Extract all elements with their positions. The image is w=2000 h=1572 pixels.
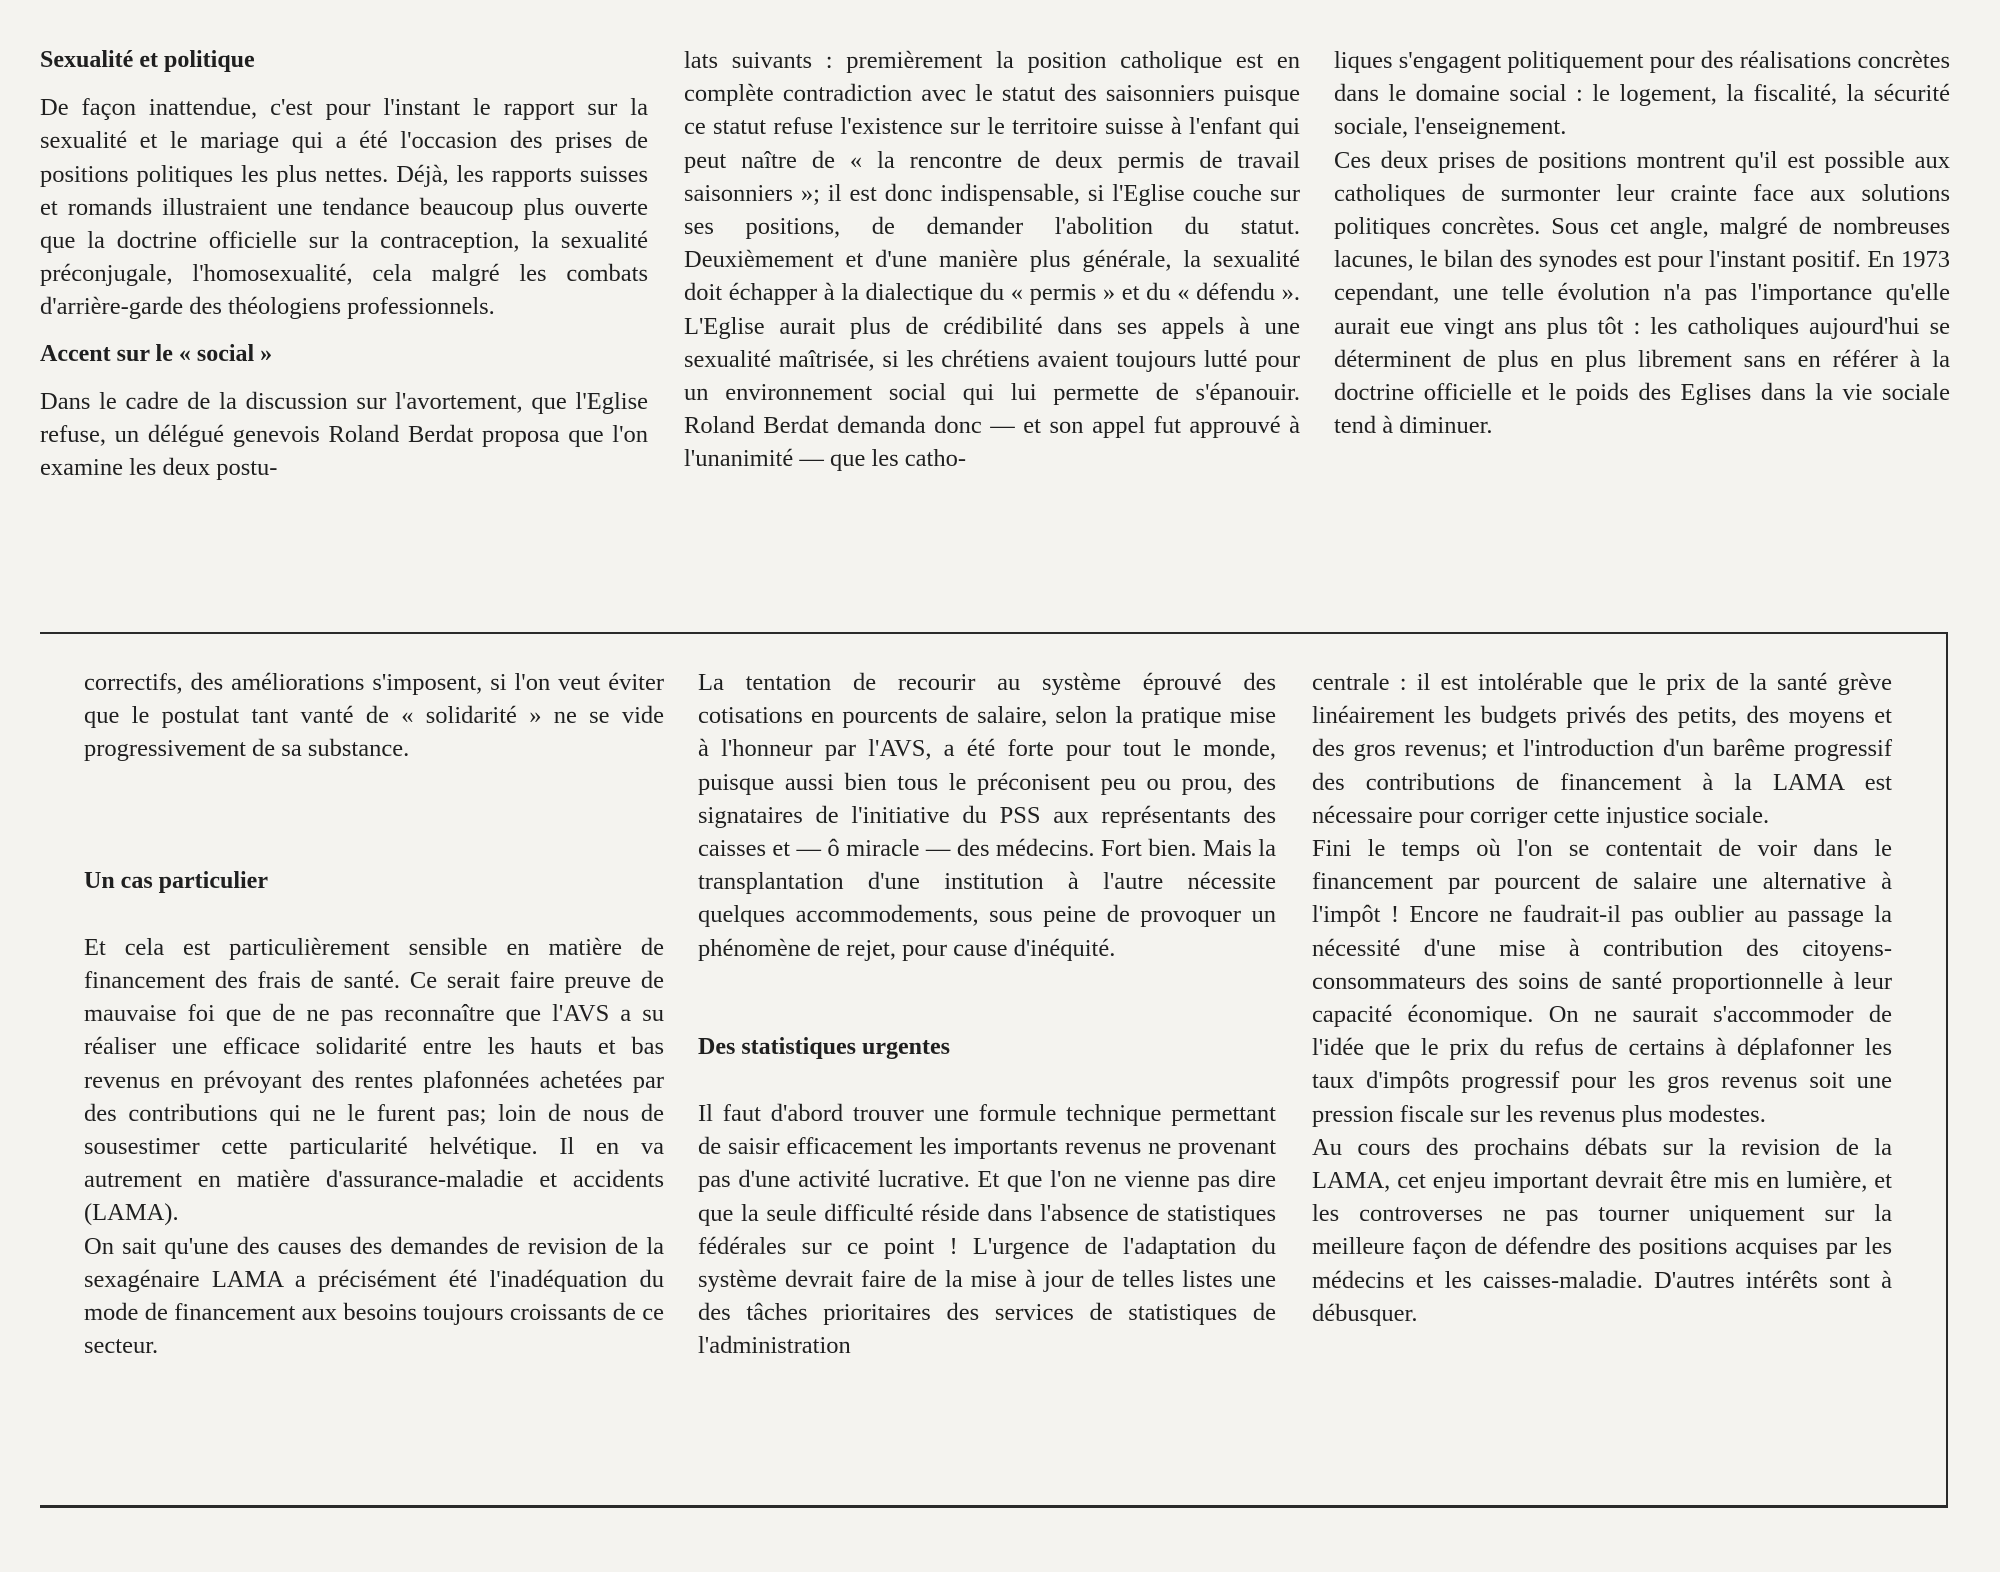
top-article-column-1 bbox=[40, 44, 648, 484]
paragraph: On sait qu'une des causes des demandes de revision de la sexagénaire LAMA a précisément été l'inadéquation du mode de financement aux besoins toujours croissants de ce secteur. bbox=[84, 1232, 664, 1360]
paragraph: Ces deux prises de positions montrent qu'il est possible aux catholiques de surmonter leur crainte face aux solutions politiques concrètes. Sous cet angle, malgré de nombreuses lacunes, le bilan des synodes est pour l'instant positif. En 1973 cependant, une telle évolution n'a pas l'importance qu'elle aurait eue vingt ans plus tôt : les catholiques aujourd'hui se déterminent de plus en plus librement sans en référer à la doctrine officielle et le poids des Eglises dans la vie sociale tend à diminuer. bbox=[1334, 146, 1950, 440]
paragraph: Fini le temps où l'on se contentait de voir dans le financement par pourcent de salaire une alternative à l'impôt ! Encore ne faudrait-il pas oublier au passage la nécessité d'une mise à contribution des citoyens-consommateurs des soins de santé proportionnelle à leur capacité économique. On ne saurait s'accommoder de l'idée que le prix du refus de certains à déplafonner les taux d'impôts progressif pour les gros revenus soit une pression fiscale sur les revenus plus modestes. bbox=[1312, 835, 1892, 1128]
top-article-column-3 bbox=[1334, 44, 1950, 442]
section-heading: Un cas particulier bbox=[84, 867, 268, 894]
bottom-article-column-3 bbox=[1312, 666, 1892, 1330]
paragraph: Et cela est particulièrement sensible en matière de financement des frais de santé. Ce serait faire preuve de mauvaise foi que de ne pas reconnaître que l'AVS a su réaliser une efficace solidarité entre les hauts et bas revenus en prévoyant des rentes plafonnées achetées par des contributions qui ne le furent pas; loin de nous de sousestimer cette particularité helvétique. Il en va autrement en matière d'assurance-maladie et accidents (LAMA). bbox=[84, 933, 664, 1227]
paragraph: centrale : il est intolérable que le prix de la santé grève linéairement les budgets privés des petits, des moyens et des gros revenus; et l'introduction d'un barême progressif des contributions de financement à la LAMA est nécessaire pour corriger cette injustice sociale. bbox=[1312, 669, 1892, 829]
paragraph: Au cours des prochains débats sur la revision de la LAMA, cet enjeu important devrait être mis en lumière, et les controverses ne pas tourner uniquement sur la meilleure façon de défendre des positions acquises par les médecins et les caisses-maladie. D'autres intérêts sont à débusquer. bbox=[1312, 1133, 1892, 1327]
bottom-article-column-1 bbox=[84, 666, 664, 1362]
paragraph: De façon inattendue, c'est pour l'instant le rapport sur la sexualité et le mariage qui a été l'occasion des prises de positions politiques les plus nettes. Déjà, les rapports suisses et romands illustraient une tendance beaucoup plus ouverte que la doctrine officielle sur la contraception, la sexualité préconjugale, l'homosexualité, cela malgré les combats d'arrière-garde des théologiens professionnels. bbox=[40, 94, 648, 321]
paragraph: La tentation de recourir au système éprouvé des cotisations en pourcents de salaire, selon la pratique mise à l'honneur par l'AVS, a été forte pour tout le monde, puisque aussi bien tous le préconisent peu ou prou, des signataires de l'initiative du PSS aux représentants des caisses et — ô miracle — des médecins. Fort bien. Mais la transplantation d'une institution à l'autre nécessite quelques accommodements, sous peine de provoquer un phénomène de rejet, pour cause d'inéquité. bbox=[698, 669, 1276, 962]
paragraph: Dans le cadre de la discussion sur l'avortement, que l'Eglise refuse, un délégué genevois Roland Berdat proposa que l'on examine les deux postu- bbox=[40, 387, 648, 482]
section-heading: Accent sur le « social » bbox=[40, 340, 273, 367]
paragraph: correctifs, des améliorations s'imposent, si l'on veut éviter que le postulat tant vanté de « solidarité » ne se vide progressivement de sa substance. bbox=[84, 669, 664, 763]
paragraph: Il faut d'abord trouver une formule technique permettant de saisir efficacement les importants revenus ne provenant pas d'une activité lucrative. Et que l'on ne vienne pas dire que la seule difficulté réside dans l'absence de statistiques fédérales sur ce point ! L'urgence de l'adaptation du système devrait faire de la mise à jour de telles listes une des tâches prioritaires des services de statistiques de l'administration bbox=[698, 1100, 1276, 1360]
bottom-article-column-2 bbox=[698, 666, 1276, 1363]
section-heading: Sexualité et politique bbox=[40, 47, 255, 73]
top-article-column-2 bbox=[684, 44, 1300, 476]
paragraph: lats suivants : premièrement la position catholique est en complète contradiction avec le statut des saisonniers puisque ce statut refuse l'existence sur le territoire suisse à l'enfant qui peut naître de « la rencontre de deux permis de travail saisonniers »; il est donc indispensable, si l'Eglise couche sur ses positions, de demander l'abolition du statut. Deuxièmement et d'une manière plus générale, la sexualité doit échapper à la dialectique du « permis » et du « défendu ». L'Eglise aurait plus de crédibilité dans ses appels à une sexualité maîtrisée, si les chrétiens avaient toujours lutté pour un environnement social qui lui permette de s'épanouir. Roland Berdat demanda donc — et son appel fut approuvé à l'unanimité — que les catho- bbox=[684, 47, 1300, 473]
section-heading: Des statistiques urgentes bbox=[698, 1033, 950, 1060]
paragraph: liques s'engagent politiquement pour des réalisations concrètes dans le domaine social : le logement, la fiscalité, la sécurité sociale, l'enseignement. bbox=[1334, 47, 1950, 141]
